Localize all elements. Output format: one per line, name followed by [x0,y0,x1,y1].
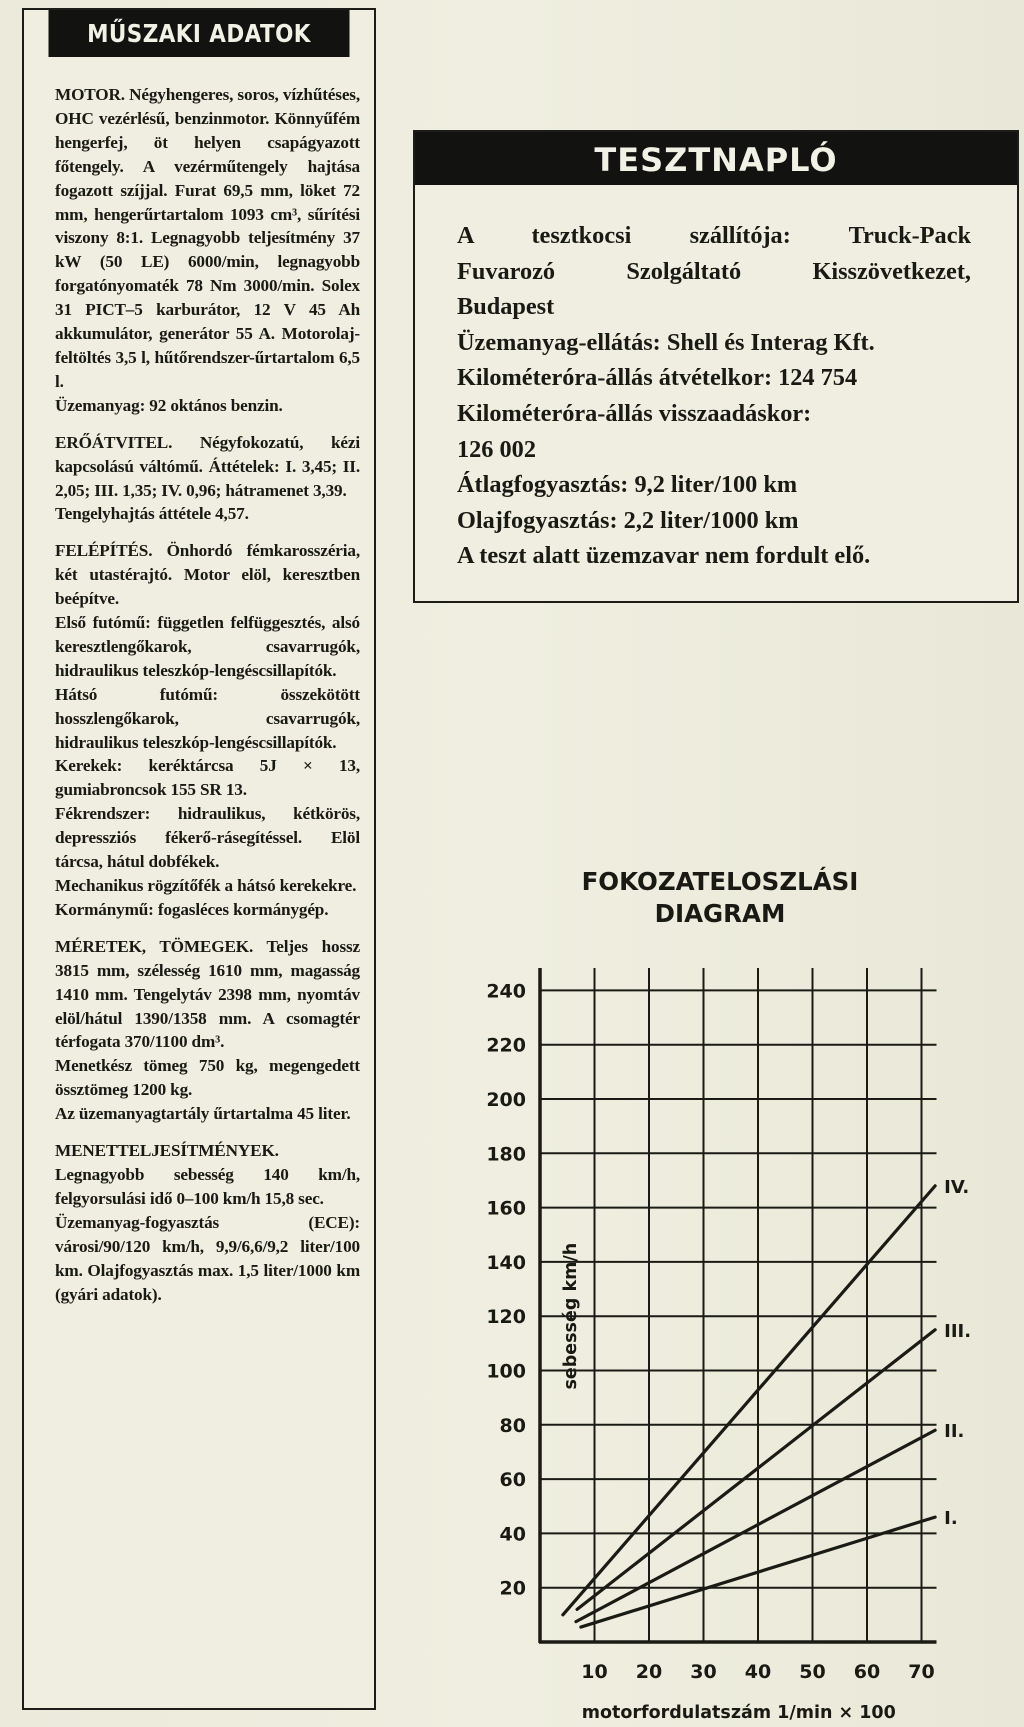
gear-label-1: I. [944,1508,958,1530]
y-axis-label: sebesség km/h [561,1242,581,1390]
y-tick-label: 100 [486,1360,526,1383]
test-log-line: Fuvarozó Szolgáltató Kisszövetkezet, [457,257,971,285]
spec-paragraph: Az üzemanyagtartály űrtartalma 45 liter. [55,1104,351,1124]
gear-label-4: IV. [944,1176,970,1198]
x-tick-label: 70 [908,1661,935,1683]
y-tick-label: 40 [499,1523,526,1546]
y-tick-label: 80 [499,1414,526,1437]
technical-data-title: MŰSZAKI ADATOK [49,10,350,57]
x-tick-label: 20 [635,1661,663,1683]
chart-title-line: FOKOZATELOSZLÁSI [581,867,859,896]
gear-line-2 [576,1430,935,1621]
spec-paragraph: MOTOR. Négyhengeres, soros, vízhűtéses, OHC vezérlésű, benzinmotor. Könnyűfém hengerfej, öt helyen csapágyazott főtengely. A vezérműtengely hajtása fogazott szíjjal. Furat 69,5 mm, löket 72 mm, hengerűrtartalom 1093 cm³, sűrítési viszony 8:1. Legnagyobb teljesítmény 37 kW (50 LE) 6000/min, legnagyobb forgatónyomaték 78 Nm 3000/min. Solex 31 PICT–5 karburátor, 12 V 45 Ah akkumulátor, generátor 55 A. Motorolaj-feltöltés 3,5 l, hűtőrendszer-űrtartalom 6,5 l. [55,85,360,391]
test-log-line: Olajfogyasztás: 2,2 liter/1000 km [457,506,799,534]
spec-paragraph: Fékrendszer: hidraulikus, kétkörös, depressziós fékerő-rásegítéssel. Elöl tárcsa, hátul dobfékek. [55,804,360,872]
spec-paragraph: Legnagyobb sebesség 140 km/h, felgyorsulási idő 0–100 km/h 15,8 sec. [55,1164,360,1208]
x-tick-label: 10 [581,1661,608,1683]
spec-paragraph: Kormánymű: fogasléces kormánygép. [55,899,329,919]
test-log-line: Átlagfogyasztás: 9,2 liter/100 km [457,471,798,499]
y-tick-label: 200 [486,1089,526,1111]
y-tick-label: 180 [486,1143,526,1166]
gear-label-3: III. [944,1320,972,1342]
test-log-line: Budapest [457,293,555,321]
y-tick-label: 60 [499,1469,526,1492]
test-log-line: Kilométeróra-állás visszaadáskor: [457,399,812,427]
y-tick-label: 120 [486,1306,526,1329]
test-log-title: TESZTNAPLÓ [415,132,1017,185]
spec-paragraph: Üzemanyag-fogyasztás (ECE): városi/90/120 km/h, 9,9/6,6/9,2 liter/100 km. Olajfogyasztás max. 1,5 liter/1000 km (gyári adatok). [55,1212,360,1304]
spec-paragraph: Üzemanyag: 92 oktános benzin. [55,395,283,415]
y-tick-label: 240 [486,980,526,1003]
spec-paragraph: Mechanikus rögzítőfék a hátsó kerekekre. [55,876,357,895]
chart-title-line: DIAGRAM [654,899,786,928]
test-log-line: A tesztkocsi szállítója: Truck-Pack [457,222,971,249]
spec-paragraph: ERŐÁTVITEL. Négyfokozatú, kézi kapcsolású váltómű. Áttételek: I. 3,45; II. 2,05; III. 1,35; IV. 0,96; hátramenet 3,39. [55,432,360,500]
test-log-line: 126 002 [457,435,536,463]
spec-paragraph: MENETTELJESÍTMÉNYEK. [55,1141,279,1161]
y-tick-label: 140 [486,1251,526,1274]
spec-paragraph: Első futómű: független felfüggesztés, alsó keresztlengőkarok, csavarrugók, hidraulikus teleszkóp-lengéscsillapítók. [55,613,360,680]
y-tick-label: 160 [486,1197,526,1220]
y-tick-label: 20 [499,1577,526,1600]
x-tick-label: 30 [690,1661,717,1683]
spec-paragraph: Menetkész tömeg 750 kg, megengedett össztömeg 1200 kg. [55,1056,360,1100]
test-log-line: Kilométeróra-állás átvételkor: 124 754 [457,364,858,392]
spec-paragraph: Kerekek: keréktárcsa 5J × 13, gumiabroncsok 155 SR 13. [55,756,360,800]
y-tick-label: 220 [486,1034,526,1057]
gear-line-3 [577,1330,935,1610]
spec-paragraph: Tengelyhajtás áttétele 4,57. [55,504,249,524]
spec-paragraph: FELÉPÍTÉS. Önhordó fémkarosszéria, két utastérajtó. Motor elöl, keresztben beépítve. [55,541,360,609]
spec-paragraph: MÉRETEK, TÖMEGEK. Teljes hossz 3815 mm, szélesség 1610 mm, magasság 1410 mm. Tengelytáv 2398 mm, nyomtáv elöl/hátul 1390/1358 mm. A csomagtér térfogata 370/1100 dm³. [55,936,360,1052]
spec-paragraph: Hátsó futómű: összekötött hosszlengőkarok, csavarrugók, hidraulikus teleszkóp-lengéscsillapítók. [55,684,360,752]
test-log-line: Üzemanyag-ellátás: Shell és Interag Kft. [457,328,875,356]
x-tick-label: 50 [799,1661,826,1683]
gear-label-2: II. [944,1421,965,1443]
gear-line-4 [563,1186,935,1615]
x-axis-label: motorfordulatszám 1/min × 100 [581,1703,896,1723]
x-tick-label: 40 [744,1661,772,1683]
test-log-line: A teszt alatt üzemzavar nem fordult elő. [457,542,871,570]
x-tick-label: 60 [853,1661,881,1683]
